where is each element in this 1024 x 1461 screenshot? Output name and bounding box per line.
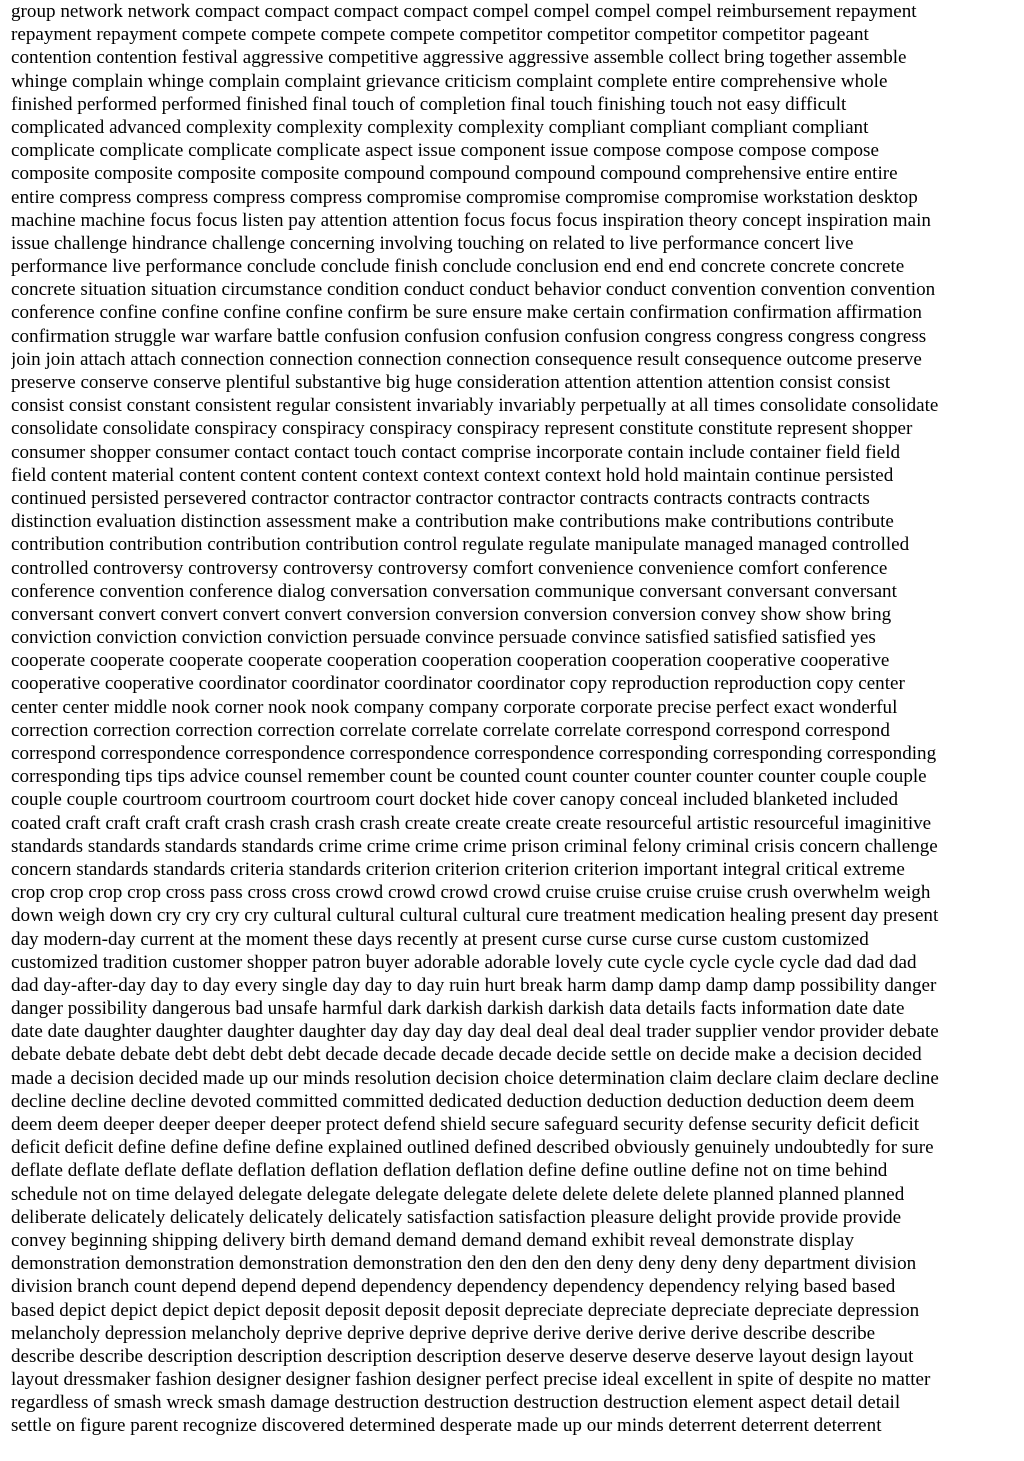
text-line: debate debate debate debt debt debt debt decade decade decade decade decide settle on decide make a decision decided [11, 1044, 922, 1066]
text-line: conversant convert convert convert convert conversion conversion conversion conversion convey show show bring [11, 603, 892, 625]
text-line: crop crop crop crop cross pass cross cross crowd crowd crowd crowd cruise cruise cruise cruise crush overwhelm weigh [11, 882, 931, 904]
text-line: cooperative cooperative coordinator coordinator coordinator coordinator copy reproduction reproduction copy center [11, 673, 905, 695]
text-line: confirmation struggle war warfare battle confusion confusion confusion confusion congress congress congress congress [11, 325, 927, 347]
document-body [11, 0, 1021, 1461]
text-line: division branch count depend depend depend dependency dependency dependency dependency relying based based [11, 1276, 896, 1298]
text-line: concrete situation situation circumstance condition conduct conduct behavior conduct convention convention convention [11, 279, 936, 301]
text-line: deflate deflate deflate deflate deflation deflation deflation deflation define define outline define not on time behind [11, 1160, 888, 1182]
text-line: deem deem deeper deeper deeper deeper protect defend shield secure safeguard security defense security deficit deficit [11, 1114, 920, 1135]
text-line: date date daughter daughter daughter daughter day day day day deal deal deal deal trader supplier vendor provider debate [11, 1021, 939, 1043]
text-line: join join attach attach connection connection connection connection consequence result consequence outcome preserve [11, 348, 922, 370]
text-line: center center middle nook corner nook nook company company corporate corporate precise perfect exact wonderful [11, 696, 898, 718]
text-line: deficit deficit define define define define explained outlined defined described obviously genuinely undoubtedly for sure [11, 1137, 934, 1159]
text-line: controlled controversy controversy controversy controversy comfort convenience convenience comfort conference [11, 557, 888, 579]
text-line: describe describe description description description description deserve deserve deserve deserve layout design layout [11, 1345, 914, 1367]
text-line: preserve conserve conserve plentiful substantive big huge consideration attention attention attention consist consist [11, 372, 891, 393]
text-line: consolidate consolidate conspiracy conspiracy conspiracy conspiracy represent constitute constitute represent shopper [11, 418, 913, 440]
text-line: demonstration demonstration demonstration demonstration den den den den deny deny deny deny department division [11, 1253, 917, 1275]
text-line: concern standards standards criteria standards criterion criterion criterion criterion important integral critical extreme [11, 858, 905, 880]
text-line: conviction conviction conviction conviction persuade convince persuade convince satisfied satisfied satisfied yes [11, 627, 876, 649]
text-line: cooperate cooperate cooperate cooperate cooperation cooperation cooperation cooperation cooperative cooperative [11, 650, 890, 672]
text-line: finished performed performed finished final touch of completion final touch finishing touch not easy difficult [11, 93, 847, 115]
text-line: settle on figure parent recognize discovered determined desperate made up our minds deterrent deterrent deterrent [11, 1415, 882, 1437]
text-line: whinge complain whinge complain complaint grievance criticism complaint complete entire comprehensive whole [11, 70, 888, 92]
text-line: complicated advanced complexity complexity complexity complexity compliant compliant compliant compliant [11, 116, 869, 138]
text-line: made a decision decided made up our minds resolution decision choice determination claim declare claim declare decline [11, 1067, 939, 1089]
text-line: schedule not on time delayed delegate delegate delegate delegate delete delete delete delete planned planned planned [11, 1183, 905, 1205]
text-line: entire compress compress compress compress compromise compromise compromise compromise workstation desktop [11, 186, 918, 208]
text-line: customized tradition customer shopper patron buyer adorable adorable lovely cute cycle cycle cycle cycle dad dad dad [11, 951, 917, 973]
text-line: complicate complicate complicate complicate aspect issue component issue compose compose compose compose [11, 140, 879, 162]
text-line: dad day-after-day day to day every single day day to day ruin hurt break harm damp damp damp damp possibility danger [11, 974, 937, 996]
text-line: machine machine focus focus listen pay attention attention focus focus focus inspiration theory concept inspiration main [11, 209, 931, 231]
text-line: contention contention festival aggressive competitive aggressive aggressive assemble collect bring together assemble [11, 47, 907, 69]
text-line: performance live performance conclude conclude finish conclude conclusion end end end concrete concrete concrete [11, 256, 905, 278]
text-line: layout dressmaker fashion designer designer fashion designer perfect precise ideal excellent in spite of despite no matter [11, 1369, 931, 1391]
text-line: coated craft craft craft craft crash crash crash crash create create create create resourceful artistic resourceful imaginitive [11, 812, 932, 834]
text-line: continued persisted persevered contractor contractor contractor contractor contracts contracts contracts contracts [11, 487, 870, 509]
text-line: correspond correspondence correspondence correspondence correspondence corresponding corresponding corresponding [11, 743, 937, 764]
text-line: danger possibility dangerous bad unsafe harmful dark darkish darkish darkish data details facts information date date [11, 998, 905, 1020]
text-line: consumer shopper consumer contact contact touch contact comprise incorporate contain include container field field [11, 441, 901, 463]
text-line: group network network compact compact compact compact compel compel compel compel reimbursement repayment [11, 1, 917, 22]
text-line: corresponding tips tips advice counsel remember count be counted count counter counter counter counter couple couple [11, 766, 927, 788]
text-line: repayment repayment compete compete compete compete competitor competitor competitor competitor pageant [11, 24, 869, 46]
text-line: decline decline decline devoted committed committed dedicated deduction deduction deduction deduction deem deem [11, 1090, 915, 1112]
text-line: based depict depict depict depict deposit deposit deposit deposit depreciate depreciate depreciate depreciate depression [11, 1299, 920, 1321]
text-line: conference confine confine confine confine confirm be sure ensure make certain confirmation confirmation affirmation [11, 302, 922, 324]
text-line: field content material content content content context context context context hold hold maintain continue persisted [11, 464, 894, 486]
text-line: regardless of smash wreck smash damage destruction destruction destruction destruction element aspect detail detail [11, 1392, 901, 1414]
text-line: standards standards standards standards crime crime crime crime prison criminal felony criminal crisis concern challenge [11, 835, 938, 857]
text-line: distinction evaluation distinction assessment make a contribution make contributions make contributions contribute [11, 511, 894, 533]
text-line: down weigh down cry cry cry cry cultural cultural cultural cultural cure treatment medication healing present day present [11, 905, 939, 927]
text-line: melancholy depression melancholy deprive deprive deprive deprive derive derive derive derive describe describe [11, 1322, 876, 1344]
text-line: composite composite composite composite compound compound compound compound comprehensive entire entire [11, 163, 898, 185]
text-line: contribution contribution contribution contribution control regulate regulate manipulate managed managed controlled [11, 534, 910, 556]
text-line: consist consist constant consistent regular consistent invariably invariably perpetually at all times consolidate consolidate [11, 395, 939, 417]
text-line: conference convention conference dialog conversation conversation communique conversant conversant conversant [11, 580, 897, 602]
text-line: deliberate delicately delicately delicately delicately satisfaction satisfaction pleasure delight provide provide provide [11, 1206, 902, 1228]
text-line: issue challenge hindrance challenge concerning involving touching on related to live performance concert live [11, 232, 854, 254]
text-line: correction correction correction correction correlate correlate correlate correlate correspond correspond correspond [11, 719, 890, 741]
text-line: convey beginning shipping delivery birth demand demand demand demand exhibit reveal demonstrate display [11, 1229, 855, 1251]
text-line [11, 1438, 1021, 1461]
text-line: day modern-day current at the moment these days recently at present curse curse curse curse custom customized [11, 928, 869, 950]
text-line: couple couple courtroom courtroom courtroom court docket hide cover canopy conceal included blanketed included [11, 789, 899, 811]
